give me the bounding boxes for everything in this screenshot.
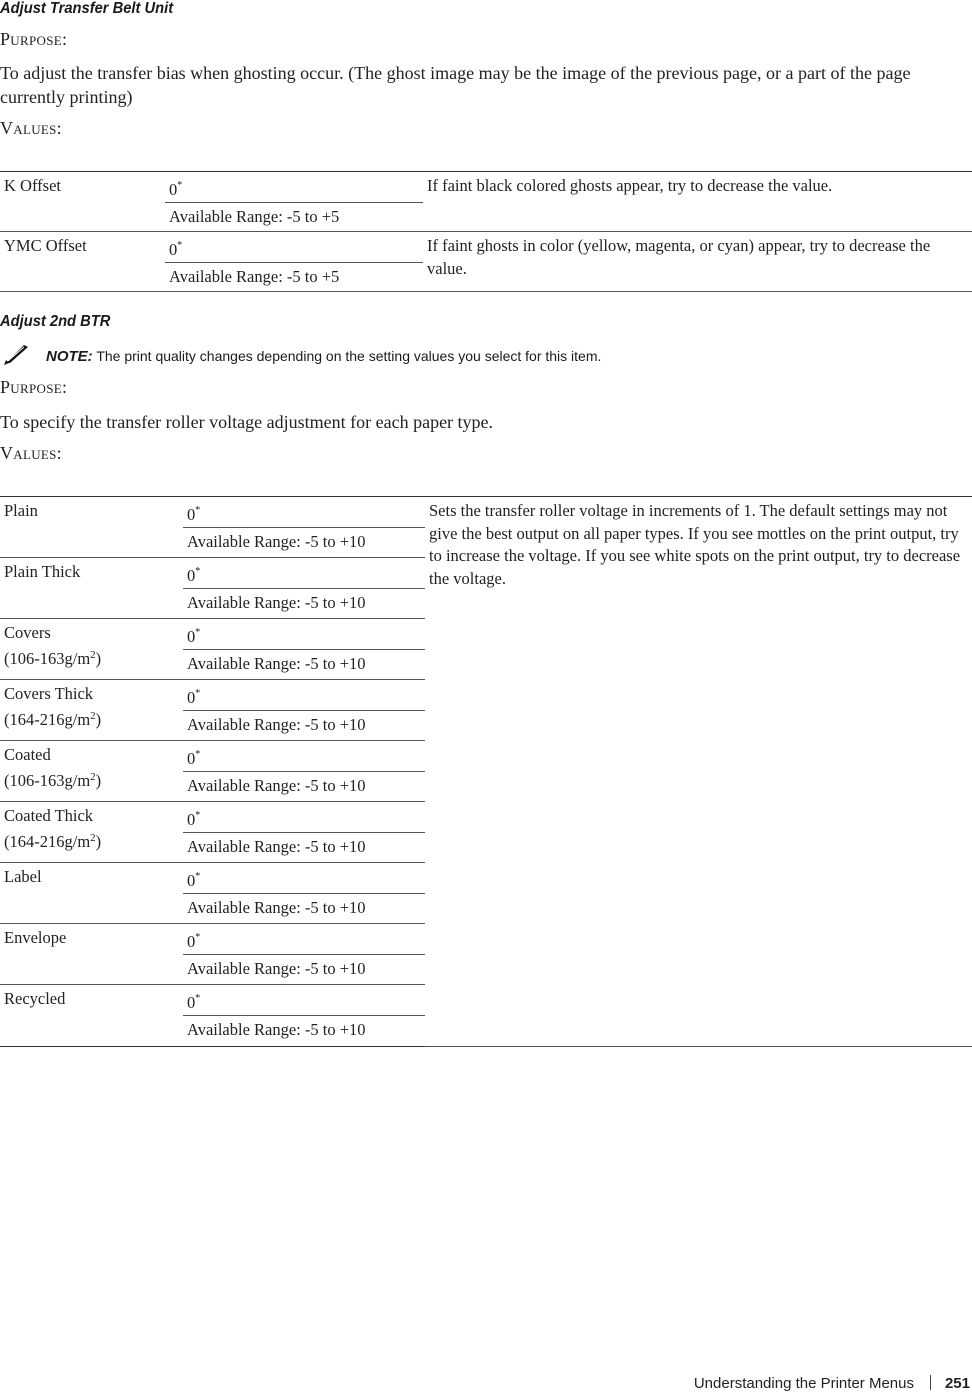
default-value: 0*	[183, 680, 425, 711]
available-range: Available Range: -5 to +5	[165, 263, 423, 292]
default-value: 0*	[183, 985, 425, 1016]
note-label: NOTE:	[46, 348, 93, 365]
page-footer	[694, 1375, 970, 1392]
default-value: 0*	[165, 172, 423, 203]
available-range: Available Range: -5 to +5	[165, 203, 423, 232]
paper-type: Coated Thick $(164-216g/m^2)$	[0, 802, 183, 863]
values-table	[0, 171, 972, 292]
available-range: Available Range: -5 to +10	[183, 528, 425, 558]
paper-type: Covers $(106-163g/m^2)$	[0, 619, 183, 680]
purpose-label: Purpose:	[0, 377, 68, 397]
default-value: 0*	[183, 558, 425, 589]
footer-section-title: Understanding the Printer Menus	[693, 1375, 914, 1392]
default-value: 0*	[183, 741, 425, 772]
default-value: 0*	[183, 497, 425, 528]
param-description: If faint black colored ghosts appear, try to decrease the value.	[423, 172, 972, 232]
available-range: Available Range: -5 to +10	[183, 772, 425, 802]
page-number: 251	[944, 1375, 970, 1392]
paper-type: Covers Thick $(164-216g/m^2)$	[0, 680, 183, 741]
note-text: The print quality changes depending on the setting values you select for this item.	[96, 348, 602, 364]
paper-type: Envelope	[0, 924, 183, 985]
values-label: Values:	[0, 118, 62, 138]
pencil-icon	[2, 343, 30, 367]
footer-separator	[930, 1375, 931, 1390]
values-label: Values:	[0, 443, 62, 463]
available-range: Available Range: -5 to +10	[183, 711, 425, 741]
default-value: 0*	[183, 924, 425, 955]
paper-type: Plain Thick	[0, 558, 183, 619]
setting-description: Sets the transfer roller voltage in increments of 1. The default settings may not give the best output on all paper types. If you see mottles on the print output, try to increase the voltage. If you see white spots on the print output, try to decrease the voltage.	[425, 497, 972, 1047]
note	[46, 348, 601, 365]
available-range: Available Range: -5 to +10	[183, 1016, 425, 1047]
available-range: Available Range: -5 to +10	[183, 833, 425, 863]
paper-type: Recycled	[0, 985, 183, 1047]
purpose-label: Purpose:	[0, 29, 68, 49]
available-range: Available Range: -5 to +10	[183, 650, 425, 680]
available-range: Available Range: -5 to +10	[183, 955, 425, 985]
purpose-text: To adjust the transfer bias when ghosting occur. (The ghost image may be the image of the previous page, or a part of the page currently printing)	[0, 63, 911, 107]
default-value: 0*	[183, 863, 425, 894]
param-name: YMC Offset	[0, 232, 165, 292]
param-name: K Offset	[0, 172, 165, 232]
available-range: Available Range: -5 to +10	[183, 589, 425, 619]
section-title: Adjust Transfer Belt Unit	[0, 0, 174, 17]
default-value: 0*	[165, 232, 423, 263]
param-description: If faint ghosts in color (yellow, magenta, or cyan) appear, try to decrease the value.	[423, 232, 972, 292]
paper-type: Coated $(106-163g/m^2)$	[0, 741, 183, 802]
paper-type: Label	[0, 863, 183, 924]
section-title: Adjust 2nd BTR	[0, 313, 111, 330]
purpose-text: To specify the transfer roller voltage adjustment for each paper type.	[0, 412, 494, 432]
paper-type: Plain	[0, 497, 183, 558]
available-range: Available Range: -5 to +10	[183, 894, 425, 924]
default-value: 0*	[183, 619, 425, 650]
values-table	[0, 496, 972, 1047]
default-value: 0*	[183, 802, 425, 833]
